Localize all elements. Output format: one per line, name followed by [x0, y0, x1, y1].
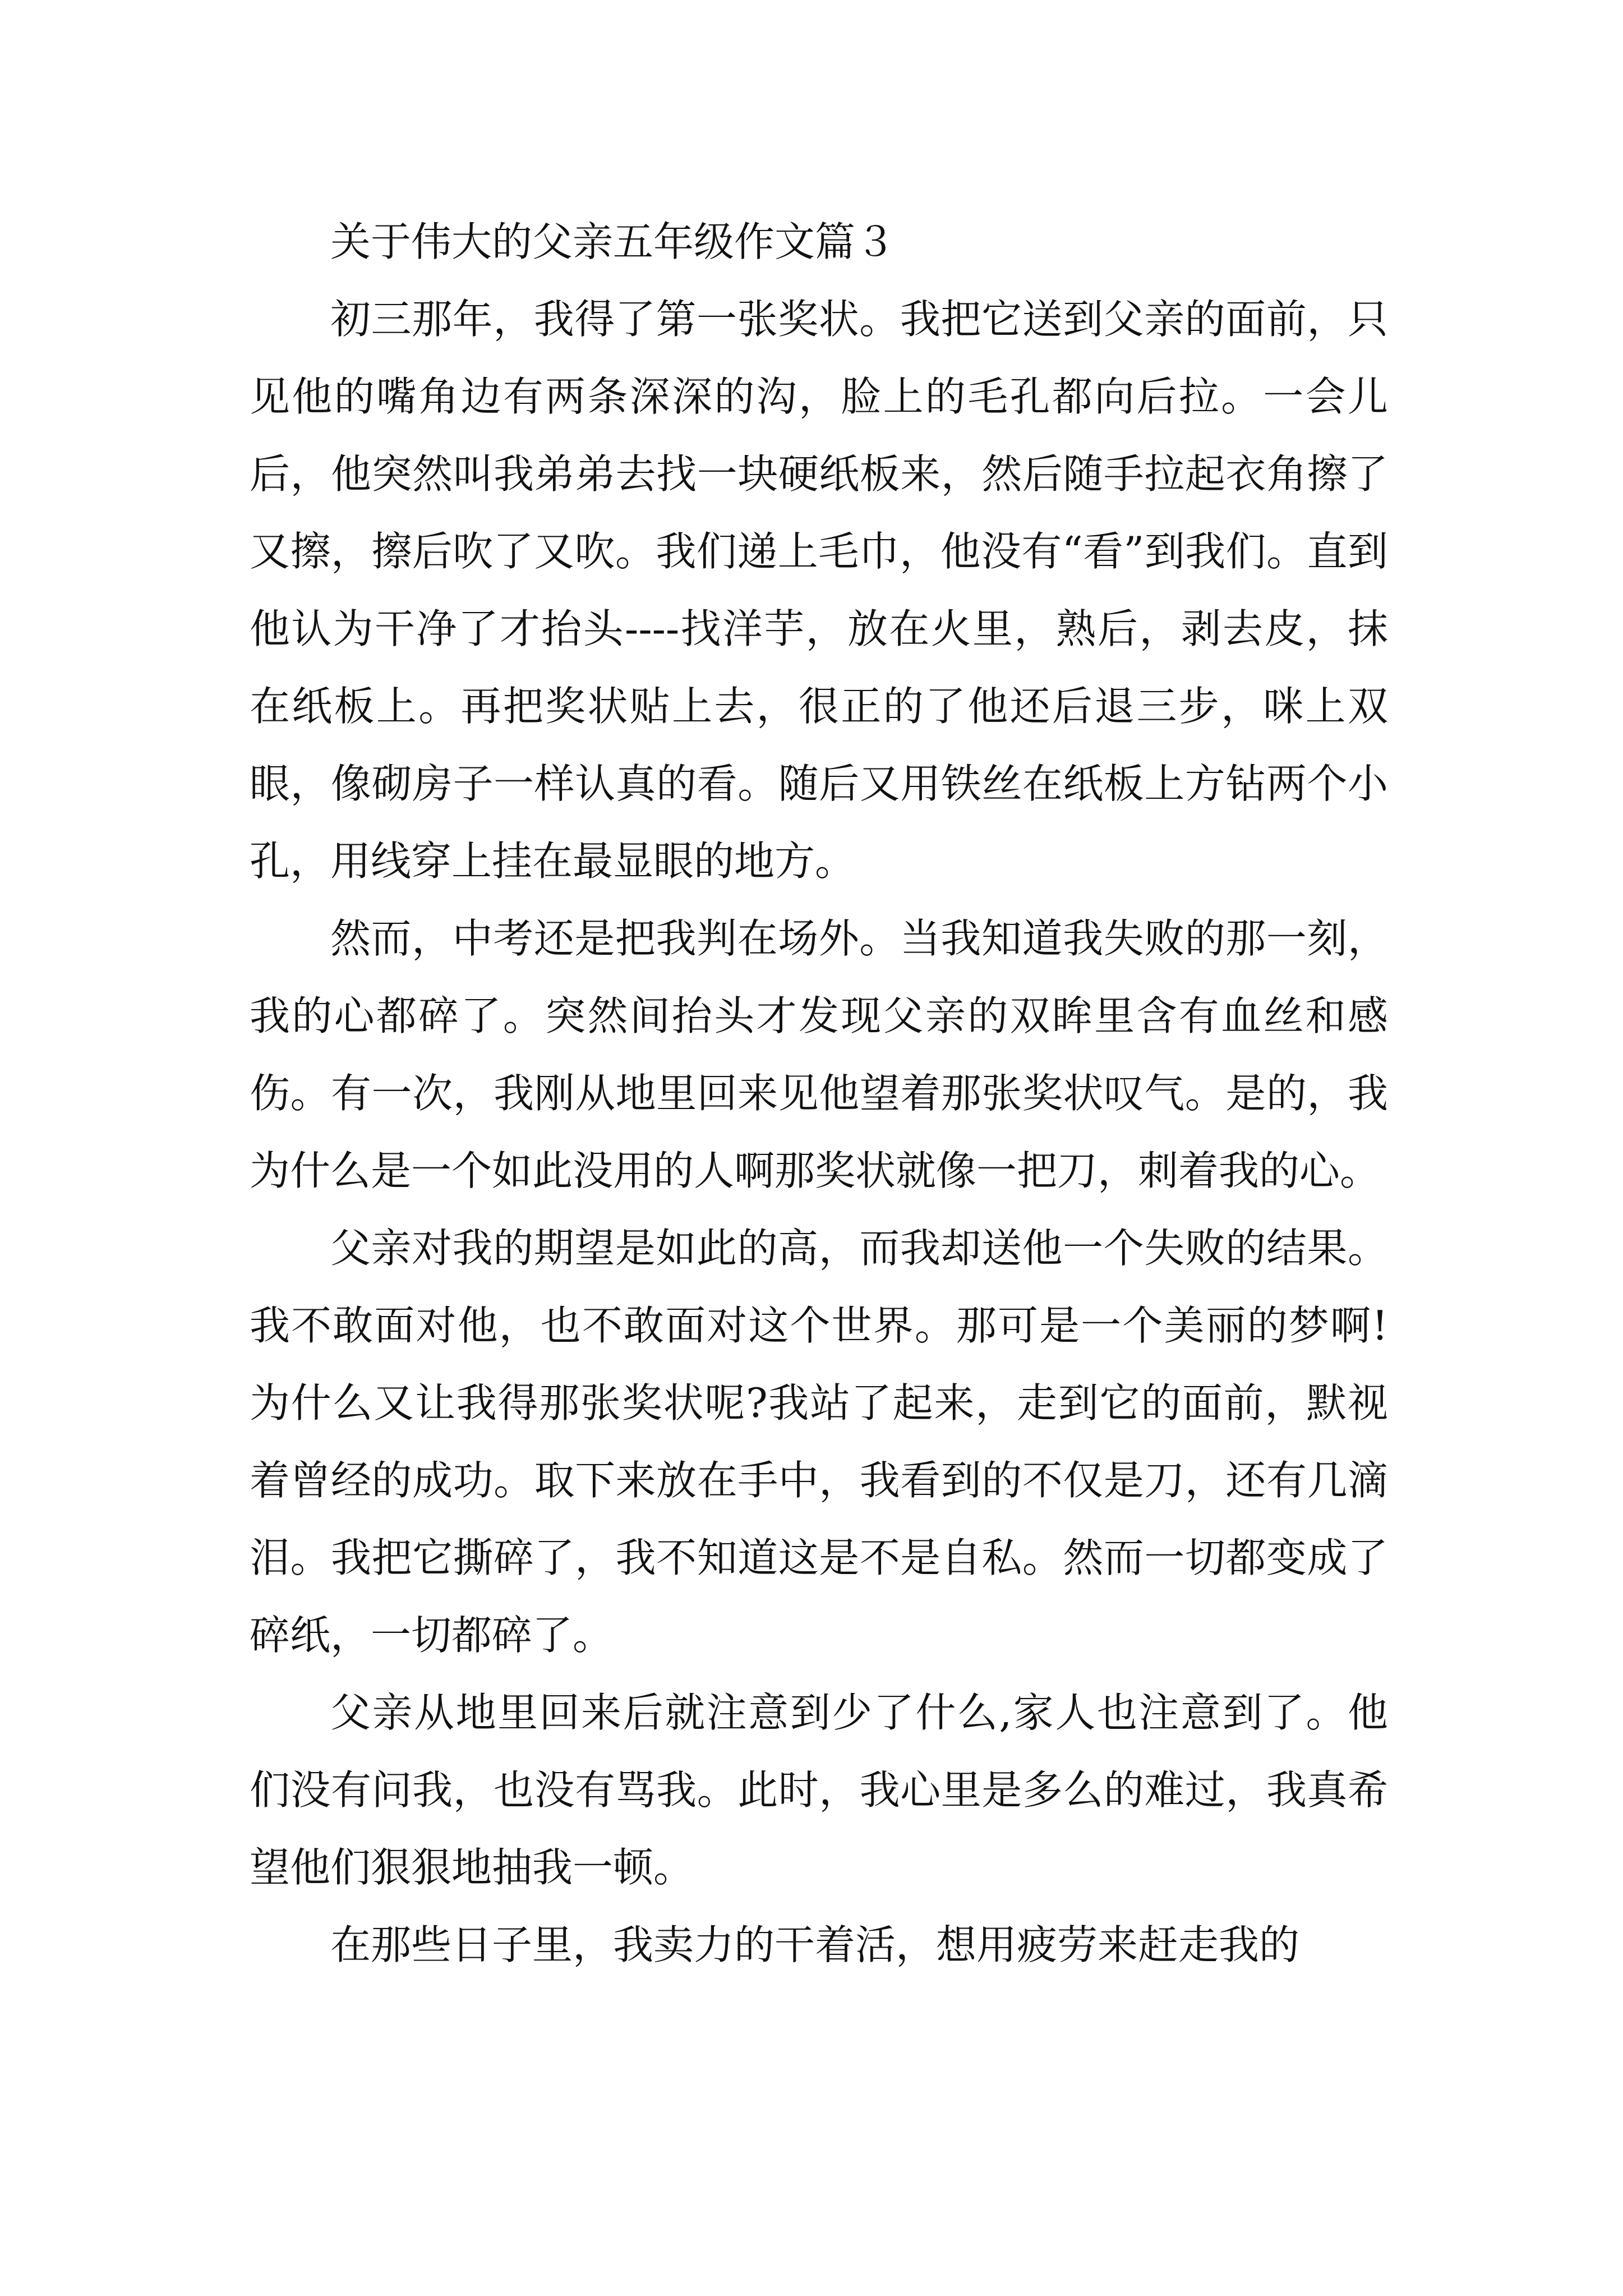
paragraph: 父亲对我的期望是如此的高，而我却送他一个失败的结果。我不敢面对他，也不敢面对这个世界。那可是一个美丽的梦啊!为什么又让我得那张奖状呢?我站了起来，走到它的面前，默视着曾经的成功。取下来放在手中，我看到的不仅是刀，还有几滴泪。我把它撕碎了，我不知道这是不是自私。然而一切都变成了碎纸，一切都碎了。: [250, 1225, 1388, 1659]
document-body: [250, 203, 1388, 1984]
document-title: 关于伟大的父亲五年级作文篇３: [330, 218, 896, 265]
paragraph: 父亲从地里回来后就注意到少了什么,家人也注意到了。他们没有问我，也没有骂我。此时，我心里是多么的难过，我真希望他们狠狠地抽我一顿。: [250, 1689, 1388, 1891]
paragraph: 然而，中考还是把我判在场外。当我知道我失败的那一刻，我的心都碎了。突然间抬头才发现父亲的双眸里含有血丝和感伤。有一次，我刚从地里回来见他望着那张奖状叹气。是的，我为什么是一个如此没用的人啊那奖状就像一把刀，刺着我的心。: [250, 915, 1388, 1194]
paragraph: 初三那年，我得了第一张奖状。我把它送到父亲的面前，只见他的嘴角边有两条深深的沟，脸上的毛孔都向后拉。一会儿后，他突然叫我弟弟去找一块硬纸板来，然后随手拉起衣角擦了又擦，擦后吹了又吹。我们递上毛巾，他没有“看”到我们。直到他认为干净了才抬头----找洋芋，放在火里，熟后，剥去皮，抹在纸板上。再把奖状贴上去，很正的了他还后退三步，咪上双眼，像砌房子一样认真的看。随后又用铁丝在纸板上方钻两个小孔，用线穿上挂在最显眼的地方。: [250, 296, 1388, 885]
paragraph: 在那些日子里，我卖力的干着活，想用疲劳来赶走我的: [330, 1921, 1300, 1968]
